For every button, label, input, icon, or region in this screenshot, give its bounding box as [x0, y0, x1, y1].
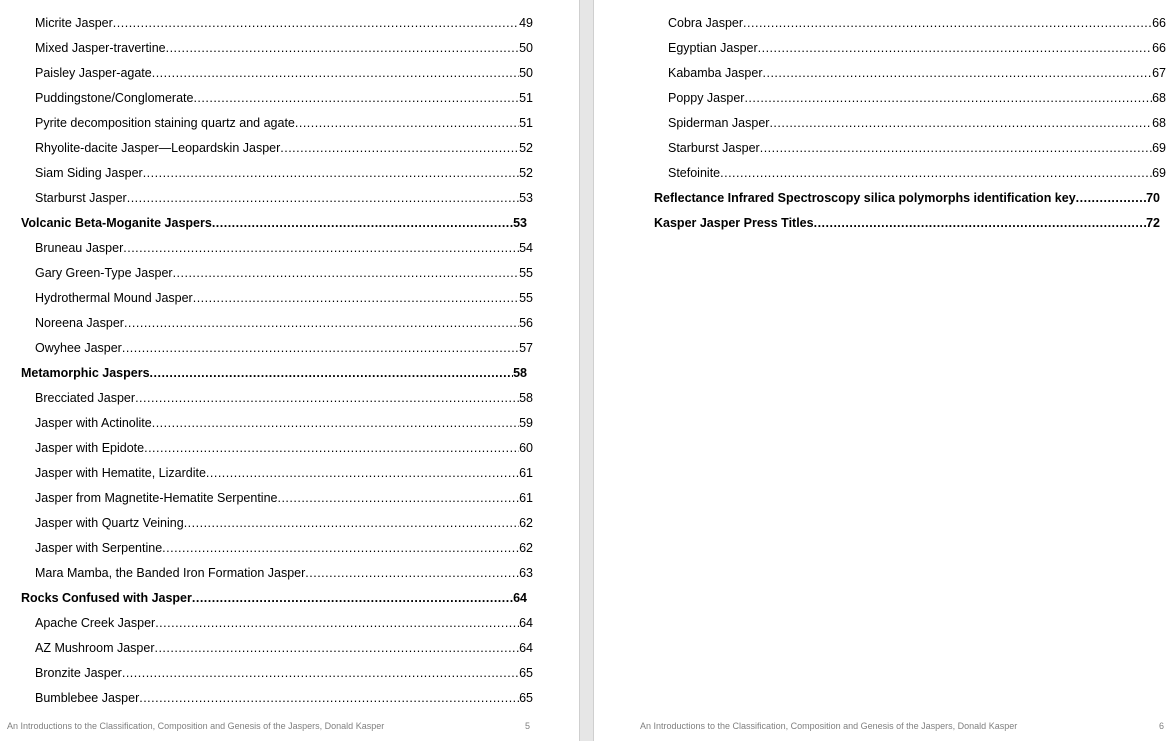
dot-leader: [122, 338, 519, 358]
toc-entry[interactable]: [35, 238, 533, 258]
toc-entry-page: 62: [519, 516, 533, 530]
toc-heading-entry[interactable]: [21, 363, 527, 383]
toc-entry-page: 57: [519, 341, 533, 355]
dot-leader: [127, 188, 519, 208]
toc-entry-title: Noreena Jasper: [35, 316, 124, 330]
dot-leader: [154, 638, 519, 658]
toc-entry-page: 51: [519, 116, 533, 130]
toc-entry-title: Egyptian Jasper: [668, 41, 758, 55]
toc-entry-title: Reflectance Infrared Spectroscopy silica polymorphs identification key: [654, 191, 1076, 205]
toc-entry-title: Starburst Jasper: [35, 191, 127, 205]
toc-entry-page: 54: [519, 241, 533, 255]
toc-entry[interactable]: [35, 313, 533, 333]
toc-entry-page: 52: [519, 166, 533, 180]
toc-entry[interactable]: [668, 88, 1166, 108]
toc-entry[interactable]: [35, 413, 533, 433]
toc-entry[interactable]: [35, 338, 533, 358]
toc-entry-page: 55: [519, 266, 533, 280]
dot-leader: [206, 463, 519, 483]
toc-entry[interactable]: [35, 263, 533, 283]
toc-entry-page: 60: [519, 441, 533, 455]
toc-entry[interactable]: [35, 663, 533, 683]
toc-entry-page: 70: [1146, 191, 1160, 205]
dot-leader: [144, 438, 519, 458]
toc-entry[interactable]: [35, 163, 533, 183]
dot-leader: [173, 263, 520, 283]
footer-text: An Introductions to the Classification, Composition and Genesis of the Jaspers, Donald Kasper: [640, 721, 1018, 731]
toc-entry[interactable]: [35, 188, 533, 208]
dot-leader: [193, 88, 519, 108]
toc-entry-page: 69: [1152, 141, 1166, 155]
toc-entry[interactable]: [35, 438, 533, 458]
toc-heading-entry[interactable]: [654, 188, 1160, 208]
toc-entry-page: 56: [519, 316, 533, 330]
toc-entry-page: 49: [519, 16, 533, 30]
toc-entry-title: Jasper from Magnetite-Hematite Serpentine: [35, 491, 278, 505]
toc-heading-entry[interactable]: [21, 588, 527, 608]
dot-leader: [305, 563, 519, 583]
dot-leader: [295, 113, 519, 133]
toc-entry-title: Mixed Jasper-travertine: [35, 41, 166, 55]
toc-entry-page: 63: [519, 566, 533, 580]
toc-entry-title: Jasper with Quartz Veining: [35, 516, 184, 530]
dot-leader: [123, 238, 519, 258]
toc-entry-page: 50: [519, 66, 533, 80]
page-left: [0, 0, 579, 741]
toc-entry-page: 67: [1152, 66, 1166, 80]
toc-entry-page: 65: [519, 691, 533, 705]
dot-leader: [143, 163, 519, 183]
toc-entry-page: 68: [1152, 91, 1166, 105]
page-right: [594, 0, 1174, 741]
dot-leader: [155, 613, 519, 633]
dot-leader: [166, 38, 519, 58]
toc-entry-page: 53: [519, 191, 533, 205]
toc-entry[interactable]: [35, 88, 533, 108]
toc-entry-page: 61: [519, 491, 533, 505]
toc-entry-title: Pyrite decomposition staining quartz and agate: [35, 116, 295, 130]
dot-leader: [193, 288, 519, 308]
toc-entry-title: Spiderman Jasper: [668, 116, 770, 130]
toc-entry-page: 64: [519, 641, 533, 655]
toc-entry-page: 59: [519, 416, 533, 430]
toc-entry-page: 64: [519, 616, 533, 630]
dot-leader: [744, 88, 1152, 108]
toc-entry[interactable]: [35, 688, 533, 708]
toc-entry[interactable]: [35, 13, 533, 33]
toc-entry-title: Apache Creek Jasper: [35, 616, 156, 630]
toc-entry-title: Jasper with Actinolite: [35, 416, 152, 430]
footer-page-number: 6: [1159, 721, 1165, 731]
toc-entry[interactable]: [35, 613, 533, 633]
toc-entry[interactable]: [35, 138, 533, 158]
toc-entry-page: 52: [519, 141, 533, 155]
page-gutter: [579, 0, 594, 741]
toc-entry[interactable]: [35, 488, 533, 508]
toc-entry-title: Siam Siding Jasper: [35, 166, 143, 180]
toc-entry-page: 58: [513, 366, 527, 380]
dot-leader: [758, 38, 1152, 58]
toc-entry-title: Jasper with Hematite, Lizardite: [35, 466, 206, 480]
toc-entry[interactable]: [668, 138, 1166, 158]
toc-entry-page: 66: [1152, 16, 1166, 30]
toc-entry-title: Micrite Jasper: [35, 16, 113, 30]
footer-text: An Introductions to the Classification, Composition and Genesis of the Jaspers, Donald Kasper: [7, 721, 385, 731]
toc-entry-page: 55: [519, 291, 533, 305]
toc-entry[interactable]: [35, 63, 533, 83]
dot-leader: [814, 213, 1147, 233]
toc-entry-title: Bronzite Jasper: [35, 666, 122, 680]
toc-entry-page: 50: [519, 41, 533, 55]
dot-leader: [743, 13, 1152, 33]
dot-leader: [124, 313, 519, 333]
dot-leader: [162, 538, 519, 558]
toc-entry[interactable]: [668, 13, 1166, 33]
dot-leader: [152, 413, 519, 433]
toc-entry[interactable]: [35, 113, 533, 133]
toc-entry-page: 66: [1152, 41, 1166, 55]
toc-entry-page: 53: [513, 216, 527, 230]
toc-entry-title: Jasper with Serpentine: [35, 541, 163, 555]
toc-entry-title: Hydrothermal Mound Jasper: [35, 291, 193, 305]
toc-entry-title: Stefoinite: [668, 166, 721, 180]
toc-entry[interactable]: [35, 513, 533, 533]
dot-leader: [192, 588, 513, 608]
toc-entry[interactable]: [35, 288, 533, 308]
toc-entry-page: 51: [519, 91, 533, 105]
toc-entry-title: Gary Green-Type Jasper: [35, 266, 173, 280]
toc-entry-title: Kabamba Jasper: [668, 66, 763, 80]
dot-leader: [760, 138, 1152, 158]
toc-entry-page: 61: [519, 466, 533, 480]
dot-leader: [122, 663, 519, 683]
dot-leader: [212, 213, 513, 233]
toc-entry-title: Puddingstone/Conglomerate: [35, 91, 194, 105]
toc-entry[interactable]: [35, 538, 533, 558]
dot-leader: [152, 63, 519, 83]
toc-entry-page: 68: [1152, 116, 1166, 130]
toc-entry-title: Kasper Jasper Press Titles: [654, 216, 814, 230]
toc-entry-page: 58: [519, 391, 533, 405]
toc-heading-entry[interactable]: [654, 213, 1160, 233]
toc-entry-title: Mara Mamba, the Banded Iron Formation Jasper: [35, 566, 306, 580]
toc-entry-title: Metamorphic Jaspers: [21, 366, 150, 380]
toc-entry-page: 72: [1146, 216, 1160, 230]
dot-leader: [763, 63, 1153, 83]
dot-leader: [1076, 188, 1146, 208]
toc-entry[interactable]: [35, 38, 533, 58]
dot-leader: [135, 388, 519, 408]
toc-entry-title: Bumblebee Jasper: [35, 691, 140, 705]
toc-entry-title: Brecciated Jasper: [35, 391, 136, 405]
toc-entry[interactable]: [668, 63, 1166, 83]
toc-entry[interactable]: [668, 163, 1166, 183]
dot-leader: [277, 488, 519, 508]
dot-leader: [139, 688, 519, 708]
toc-entry-title: AZ Mushroom Jasper: [35, 641, 155, 655]
toc-entry[interactable]: [668, 38, 1166, 58]
toc-entry[interactable]: [35, 638, 533, 658]
toc-entry-page: 62: [519, 541, 533, 555]
dot-leader: [113, 13, 519, 33]
toc-entry-title: Volcanic Beta-Moganite Jaspers: [21, 216, 212, 230]
dot-leader: [184, 513, 519, 533]
toc-entry-title: Starburst Jasper: [668, 141, 760, 155]
toc-entry-page: 64: [513, 591, 527, 605]
toc-entry[interactable]: [35, 463, 533, 483]
toc-entry-title: Paisley Jasper-agate: [35, 66, 152, 80]
toc-entry-title: Cobra Jasper: [668, 16, 744, 30]
toc-entry-title: Jasper with Epidote: [35, 441, 145, 455]
toc-entry-title: Owyhee Jasper: [35, 341, 122, 355]
toc-entry[interactable]: [35, 563, 533, 583]
dot-leader: [150, 363, 514, 383]
dot-leader: [769, 113, 1152, 133]
toc-entry[interactable]: [668, 113, 1166, 133]
toc-entry-title: Poppy Jasper: [668, 91, 745, 105]
toc-entry-title: Bruneau Jasper: [35, 241, 124, 255]
toc-entry-title: Rocks Confused with Jasper: [21, 591, 192, 605]
toc-entry[interactable]: [35, 388, 533, 408]
toc-entry-page: 65: [519, 666, 533, 680]
dot-leader: [280, 138, 519, 158]
toc-entry-title: Rhyolite-dacite Jasper—Leopardskin Jasper: [35, 141, 281, 155]
toc-entry-page: 69: [1152, 166, 1166, 180]
toc-heading-entry[interactable]: [21, 213, 527, 233]
footer-page-number: 5: [525, 721, 531, 731]
dot-leader: [720, 163, 1152, 183]
